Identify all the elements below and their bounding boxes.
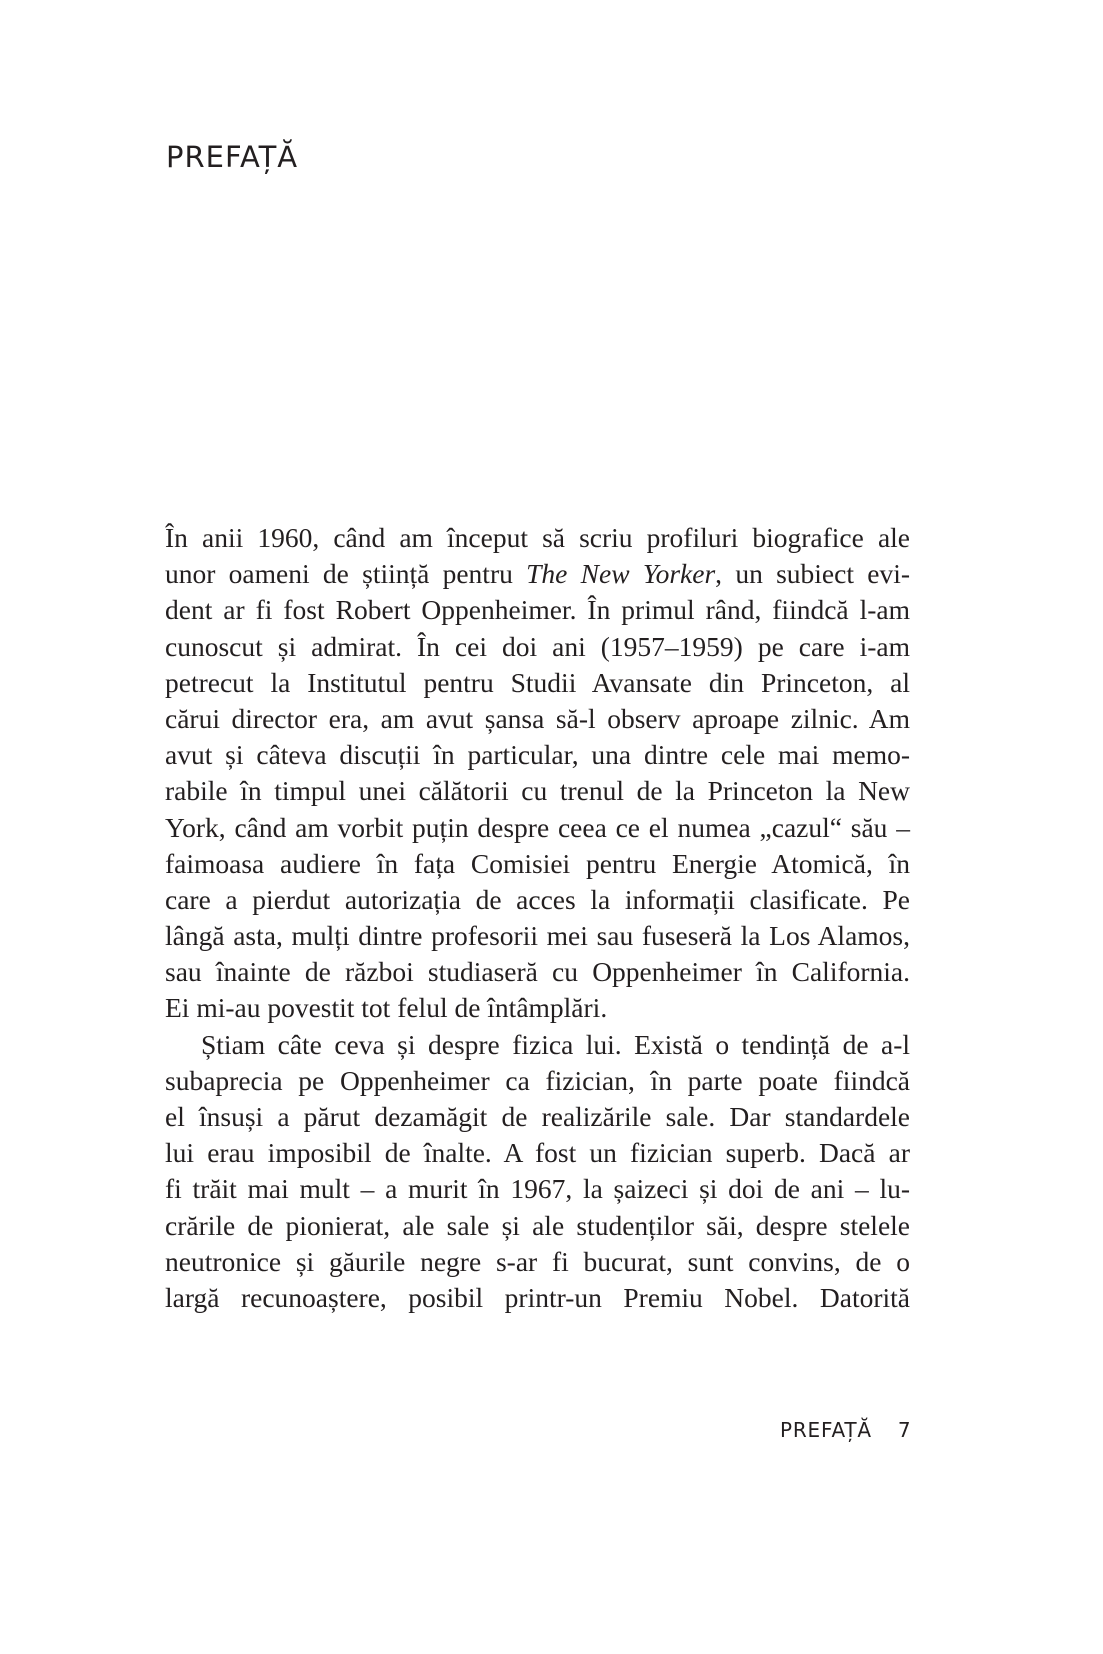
body-text [165, 520, 910, 1316]
text-line: petrecut la Institutul pentru Studii Avansate din Princeton, al [165, 666, 910, 698]
text-line: largă recunoaștere, posibil printr-un Premiu Nobel. Datorită [165, 1281, 910, 1313]
text-line: rabile în timpul unei călătorii cu trenul de la Princeton la New [165, 775, 910, 807]
text-line: lui erau imposibil de înalte. A fost un fizician superb. Dacă ar [165, 1137, 910, 1169]
text-line: În anii 1960, când am început să scriu profiluri biografice ale [165, 522, 910, 553]
publication-title: The New Yorker [526, 558, 716, 590]
text-line: Ei mi-au povestit tot felul de întâmplări. [165, 992, 608, 1024]
text-line: unor oameni de știință pentru The New Yorker, un subiect evi- [165, 558, 911, 590]
text-line: crările de pionierat, ale sale și ale studenților săi, despre stelele [165, 1209, 910, 1241]
running-head: PREFAȚĂ [780, 1418, 872, 1442]
text-line: faimoasa audiere în fața Comisiei pentru Energie Atomică, în [165, 847, 910, 879]
page-footer [780, 1418, 911, 1442]
paragraph-1 [165, 520, 910, 1027]
text-line: Știam câte ceva și despre fizica lui. Există o tendință de a-l [201, 1028, 910, 1060]
text-line: cunoscut și admirat. În cei doi ani (1957–1959) pe care i-am [165, 630, 910, 662]
text-line: avut și câteva discuții în particular, una dintre cele mai memo- [165, 739, 910, 771]
text-line: sau înainte de război studiaseră cu Oppenheimer în California. [165, 956, 910, 988]
text-line: cărui director era, am avut șansa să-l observ aproape zilnic. Am [165, 702, 910, 734]
text-line: subaprecia pe Oppenheimer ca fizician, în parte poate fiindcă [165, 1064, 910, 1096]
page-number: 7 [897, 1418, 912, 1442]
text-line: York, când am vorbit puțin despre ceea ce el numea „cazul“ său – [165, 811, 910, 843]
text-line: lângă asta, mulți dintre profesorii mei sau fuseseră la Los Alamos, [165, 920, 910, 952]
text-line: dent ar fi fost Robert Oppenheimer. În primul rând, fiindcă l-am [165, 594, 910, 626]
chapter-title: PREFAȚĂ [166, 140, 299, 174]
paragraph-2 [165, 1027, 910, 1317]
text-line: fi trăit mai mult – a murit în 1967, la șaizeci și doi de ani – lu- [165, 1173, 910, 1205]
text-line: el însuși a părut dezamăgit de realizările sale. Dar standardele [165, 1101, 910, 1132]
text-line: care a pierdut autorizația de acces la informații clasificate. Pe [165, 883, 910, 915]
text-line: neutronice și găurile negre s-ar fi bucurat, sunt convins, de o [165, 1245, 910, 1277]
